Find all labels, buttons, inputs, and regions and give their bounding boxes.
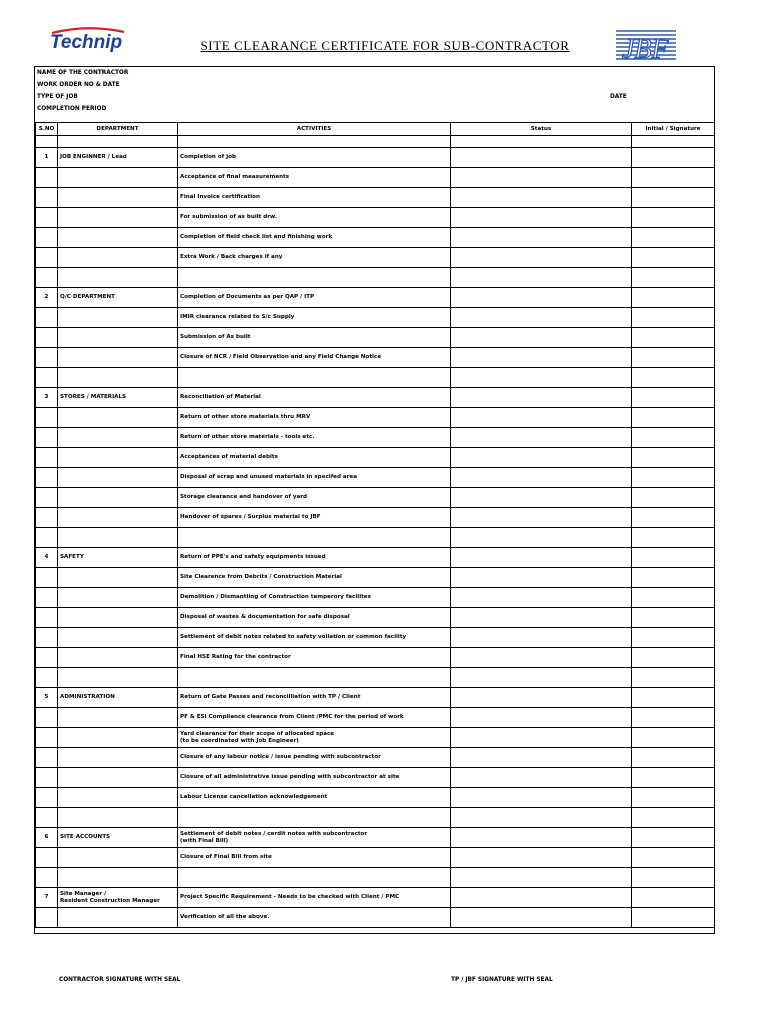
row-signature-cell[interactable] xyxy=(632,568,715,588)
row-sno xyxy=(36,488,58,508)
row-status-cell[interactable] xyxy=(451,368,632,388)
table-row xyxy=(36,268,715,288)
row-signature-cell[interactable] xyxy=(632,828,715,848)
row-department xyxy=(58,648,178,668)
table-row xyxy=(36,428,715,448)
row-department xyxy=(58,488,178,508)
row-sno xyxy=(36,168,58,188)
row-sno xyxy=(36,668,58,688)
table-row xyxy=(36,468,715,488)
row-status-cell[interactable] xyxy=(451,508,632,528)
row-department xyxy=(58,508,178,528)
row-sno xyxy=(36,208,58,228)
row-sno xyxy=(36,788,58,808)
row-department xyxy=(58,308,178,328)
row-activity: Completion of Documents as per QAP / ITP xyxy=(178,288,451,308)
row-activity: Completion of Job xyxy=(178,148,451,168)
row-status-cell[interactable] xyxy=(451,788,632,808)
row-activity xyxy=(178,136,451,148)
row-department xyxy=(58,908,178,928)
row-activity: Closure of any labour notice / issue pending with subcontractor xyxy=(178,748,451,768)
table-header-row xyxy=(36,123,715,136)
row-sno xyxy=(36,448,58,468)
table-row xyxy=(36,168,715,188)
row-status-cell[interactable] xyxy=(451,708,632,728)
row-department xyxy=(58,808,178,828)
row-sno xyxy=(36,188,58,208)
row-sno: 7 xyxy=(36,888,58,908)
row-department xyxy=(58,728,178,748)
row-sno xyxy=(36,708,58,728)
row-signature-cell[interactable] xyxy=(632,528,715,548)
row-signature-cell[interactable] xyxy=(632,508,715,528)
row-signature-cell[interactable] xyxy=(632,268,715,288)
row-signature-cell[interactable] xyxy=(632,768,715,788)
row-activity: Labour License cancellation acknowledgement xyxy=(178,788,451,808)
row-sno xyxy=(36,728,58,748)
row-signature-cell[interactable] xyxy=(632,288,715,308)
row-sno: 6 xyxy=(36,828,58,848)
contractor-name-label: NAME OF THE CONTRACTOR xyxy=(37,70,129,76)
row-signature-cell[interactable] xyxy=(632,748,715,768)
col-header-status: Status xyxy=(451,123,632,136)
row-activity xyxy=(178,868,451,888)
row-status-cell[interactable] xyxy=(451,768,632,788)
table-row xyxy=(36,548,715,568)
row-department xyxy=(58,168,178,188)
table-row xyxy=(36,808,715,828)
row-department xyxy=(58,328,178,348)
row-sno xyxy=(36,328,58,348)
row-activity: Closure of NCR / Field Observation and any Field Change Notice xyxy=(178,348,451,368)
row-status-cell[interactable] xyxy=(451,648,632,668)
row-status-cell[interactable] xyxy=(451,208,632,228)
col-header-signature: Initial / Signature xyxy=(632,123,715,136)
table-row xyxy=(36,488,715,508)
row-activity: Extra Work / Back charges if any xyxy=(178,248,451,268)
table-row xyxy=(36,748,715,768)
row-signature-cell[interactable] xyxy=(632,148,715,168)
table-row xyxy=(36,148,715,168)
row-signature-cell[interactable] xyxy=(632,168,715,188)
row-department xyxy=(58,748,178,768)
row-department xyxy=(58,608,178,628)
row-activity: Project Specific Requirement - Needs to be checked with Client / PMC xyxy=(178,888,451,908)
row-signature-cell[interactable] xyxy=(632,348,715,368)
table-row xyxy=(36,228,715,248)
table-row xyxy=(36,208,715,228)
table-row xyxy=(36,648,715,668)
row-sno xyxy=(36,468,58,488)
table-row xyxy=(36,448,715,468)
row-department xyxy=(58,348,178,368)
row-sno xyxy=(36,528,58,548)
page-title: SITE CLEARANCE CERTIFICATE FOR SUB-CONTRACTOR xyxy=(200,38,570,53)
row-status-cell[interactable] xyxy=(451,588,632,608)
row-status-cell[interactable] xyxy=(451,228,632,248)
row-activity: Settlement of debit notes related to safety voilation or common facility xyxy=(178,628,451,648)
table-row xyxy=(36,528,715,548)
row-activity: Disposal of scrap and unused materials in specifed area xyxy=(178,468,451,488)
row-signature-cell[interactable] xyxy=(632,248,715,268)
work-order-label: WORK ORDER NO & DATE xyxy=(37,82,120,88)
row-signature-cell[interactable] xyxy=(632,136,715,148)
table-row xyxy=(36,568,715,588)
row-signature-cell[interactable] xyxy=(632,628,715,648)
row-status-cell[interactable] xyxy=(451,848,632,868)
table-row xyxy=(36,328,715,348)
row-department: ADMINISTRATION xyxy=(58,688,178,708)
row-activity: Submission of As built xyxy=(178,328,451,348)
row-department: SAFETY xyxy=(58,548,178,568)
row-department: Site Manager / Resident Construction Manager xyxy=(58,888,178,908)
table-row xyxy=(36,868,715,888)
technip-logo xyxy=(48,26,128,58)
row-status-cell[interactable] xyxy=(451,688,632,708)
row-signature-cell[interactable] xyxy=(632,608,715,628)
row-department xyxy=(58,568,178,588)
table-row xyxy=(36,388,715,408)
row-activity: Yard clearance for their scope of allocated space (to be coordinated with Job Engineer) xyxy=(178,728,451,748)
row-department: SITE ACCOUNTS xyxy=(58,828,178,848)
row-signature-cell[interactable] xyxy=(632,888,715,908)
row-status-cell[interactable] xyxy=(451,428,632,448)
table-row xyxy=(36,288,715,308)
row-activity xyxy=(178,268,451,288)
row-department xyxy=(58,408,178,428)
row-status-cell[interactable] xyxy=(451,188,632,208)
row-signature-cell[interactable] xyxy=(632,308,715,328)
row-status-cell[interactable] xyxy=(451,868,632,888)
table-row xyxy=(36,668,715,688)
row-signature-cell[interactable] xyxy=(632,708,715,728)
row-sno xyxy=(36,228,58,248)
row-status-cell[interactable] xyxy=(451,288,632,308)
row-sno xyxy=(36,628,58,648)
row-sno: 3 xyxy=(36,388,58,408)
row-status-cell[interactable] xyxy=(451,168,632,188)
row-activity: IMIR clearance related to S/c Supply xyxy=(178,308,451,328)
table-row xyxy=(36,768,715,788)
row-sno xyxy=(36,808,58,828)
row-signature-cell[interactable] xyxy=(632,648,715,668)
tp-jbf-signature-label: TP / JBF SIGNATURE WITH SEAL xyxy=(451,977,553,983)
row-department xyxy=(58,428,178,448)
row-department xyxy=(58,448,178,468)
row-status-cell[interactable] xyxy=(451,136,632,148)
row-sno xyxy=(36,408,58,428)
table-row xyxy=(36,408,715,428)
row-signature-cell[interactable] xyxy=(632,368,715,388)
row-signature-cell[interactable] xyxy=(632,428,715,448)
table-row xyxy=(36,788,715,808)
row-department xyxy=(58,788,178,808)
table-row xyxy=(36,728,715,748)
row-status-cell[interactable] xyxy=(451,888,632,908)
row-signature-cell[interactable] xyxy=(632,808,715,828)
row-activity: Handover of spares / Surplus material to JBF xyxy=(178,508,451,528)
row-status-cell[interactable] xyxy=(451,308,632,328)
row-sno: 1 xyxy=(36,148,58,168)
row-sno xyxy=(36,608,58,628)
row-department xyxy=(58,528,178,548)
row-department: Q/C DEPARTMENT xyxy=(58,288,178,308)
row-status-cell[interactable] xyxy=(451,568,632,588)
row-status-cell[interactable] xyxy=(451,908,632,928)
row-status-cell[interactable] xyxy=(451,668,632,688)
row-activity: Settlement of debit notes / cerdit notes with subcontractor (with Final Bill) xyxy=(178,828,451,848)
row-sno: 4 xyxy=(36,548,58,568)
row-department xyxy=(58,268,178,288)
row-status-cell[interactable] xyxy=(451,348,632,368)
row-status-cell[interactable] xyxy=(451,808,632,828)
col-header-department: DEPARTMENT xyxy=(58,123,178,136)
row-signature-cell[interactable] xyxy=(632,688,715,708)
row-department xyxy=(58,708,178,728)
table-row xyxy=(36,348,715,368)
row-activity: Demolition / Dismantling of Construction temperory facilites xyxy=(178,588,451,608)
row-status-cell[interactable] xyxy=(451,828,632,848)
table-row xyxy=(36,688,715,708)
row-activity: Disposal of wastes & documentation for safe disposal xyxy=(178,608,451,628)
row-department: STORES / MATERIALS xyxy=(58,388,178,408)
row-signature-cell[interactable] xyxy=(632,188,715,208)
row-sno xyxy=(36,588,58,608)
row-activity: Acceptance of final measurements xyxy=(178,168,451,188)
row-status-cell[interactable] xyxy=(451,268,632,288)
row-sno: 2 xyxy=(36,288,58,308)
row-activity: Final HSE Rating for the contractor xyxy=(178,648,451,668)
row-activity: Reconciliation of Material xyxy=(178,388,451,408)
row-status-cell[interactable] xyxy=(451,748,632,768)
row-sno: 5 xyxy=(36,688,58,708)
row-sno xyxy=(36,428,58,448)
row-activity: Verification of all the above. xyxy=(178,908,451,928)
row-signature-cell[interactable] xyxy=(632,488,715,508)
row-department xyxy=(58,768,178,788)
row-activity: For submission of as built drw. xyxy=(178,208,451,228)
row-department xyxy=(58,208,178,228)
row-activity: Return of Gate Passes and reconcilliation with TP / Client xyxy=(178,688,451,708)
table-row xyxy=(36,888,715,908)
row-sno xyxy=(36,848,58,868)
jbf-logo xyxy=(616,28,676,68)
table-row xyxy=(36,248,715,268)
row-status-cell[interactable] xyxy=(451,628,632,648)
row-signature-cell[interactable] xyxy=(632,228,715,248)
table-row xyxy=(36,308,715,328)
row-status-cell[interactable] xyxy=(451,328,632,348)
row-signature-cell[interactable] xyxy=(632,548,715,568)
row-department xyxy=(58,228,178,248)
row-department xyxy=(58,248,178,268)
row-signature-cell[interactable] xyxy=(632,328,715,348)
row-activity: Site Clearence from Debrits / Construction Material xyxy=(178,568,451,588)
row-sno xyxy=(36,308,58,328)
contractor-signature-label: CONTRACTOR SIGNATURE WITH SEAL xyxy=(59,977,181,983)
row-status-cell[interactable] xyxy=(451,248,632,268)
table-row xyxy=(36,188,715,208)
row-activity: Final Invoice certification xyxy=(178,188,451,208)
table-row xyxy=(36,708,715,728)
table-row xyxy=(36,588,715,608)
table-row xyxy=(36,828,715,848)
row-signature-cell[interactable] xyxy=(632,208,715,228)
row-signature-cell[interactable] xyxy=(632,588,715,608)
table-row xyxy=(36,908,715,928)
row-activity: Acceptances of material debits xyxy=(178,448,451,468)
row-sno xyxy=(36,268,58,288)
row-sno xyxy=(36,748,58,768)
row-activity: Return of PPE's and safety equipments issued xyxy=(178,548,451,568)
row-sno xyxy=(36,768,58,788)
row-signature-cell[interactable] xyxy=(632,908,715,928)
row-sno xyxy=(36,648,58,668)
clearance-table xyxy=(35,122,715,928)
row-signature-cell[interactable] xyxy=(632,448,715,468)
row-signature-cell[interactable] xyxy=(632,408,715,428)
row-department xyxy=(58,468,178,488)
row-department xyxy=(58,668,178,688)
table-row xyxy=(36,628,715,648)
row-status-cell[interactable] xyxy=(451,468,632,488)
row-signature-cell[interactable] xyxy=(632,668,715,688)
row-department xyxy=(58,848,178,868)
row-activity: Closure of Final Bill from site xyxy=(178,848,451,868)
date-label: DATE xyxy=(610,94,627,100)
row-department xyxy=(58,868,178,888)
row-status-cell[interactable] xyxy=(451,728,632,748)
table-row xyxy=(36,368,715,388)
row-signature-cell[interactable] xyxy=(632,388,715,408)
row-status-cell[interactable] xyxy=(451,528,632,548)
row-activity: Return of other store materials - tools etc. xyxy=(178,428,451,448)
jbf-logo-text: JBF xyxy=(622,34,669,64)
row-department xyxy=(58,588,178,608)
row-signature-cell[interactable] xyxy=(632,848,715,868)
row-status-cell[interactable] xyxy=(451,388,632,408)
row-department: JOB ENGINNER / Lead xyxy=(58,148,178,168)
row-activity xyxy=(178,808,451,828)
row-status-cell[interactable] xyxy=(451,608,632,628)
row-signature-cell[interactable] xyxy=(632,868,715,888)
row-status-cell[interactable] xyxy=(451,548,632,568)
row-sno xyxy=(36,868,58,888)
row-status-cell[interactable] xyxy=(451,408,632,428)
row-signature-cell[interactable] xyxy=(632,728,715,748)
row-department xyxy=(58,368,178,388)
row-sno xyxy=(36,348,58,368)
col-header-activities: ACTIVITIES xyxy=(178,123,451,136)
table-row xyxy=(36,136,715,148)
table-row xyxy=(36,508,715,528)
row-signature-cell[interactable] xyxy=(632,468,715,488)
row-activity: PF & ESI Compliance clearance from Client /PMC for the period of work xyxy=(178,708,451,728)
row-signature-cell[interactable] xyxy=(632,788,715,808)
row-activity xyxy=(178,368,451,388)
row-sno xyxy=(36,908,58,928)
row-sno xyxy=(36,248,58,268)
row-department xyxy=(58,136,178,148)
row-status-cell[interactable] xyxy=(451,448,632,468)
certificate-form xyxy=(34,66,715,934)
row-sno xyxy=(36,568,58,588)
row-activity xyxy=(178,528,451,548)
row-sno xyxy=(36,508,58,528)
row-activity: Closure of all administrative issue pending with subcontractor at site xyxy=(178,768,451,788)
row-sno xyxy=(36,136,58,148)
technip-logo-text: Technip xyxy=(50,32,123,53)
row-activity: Completion of field check list and finishing work xyxy=(178,228,451,248)
row-department xyxy=(58,628,178,648)
job-type-label: TYPE OF JOB xyxy=(37,94,78,100)
row-activity: Storage clearance and handover of yard xyxy=(178,488,451,508)
completion-period-label: COMPLETION PERIOD xyxy=(37,106,107,112)
col-header-sno: S.NO xyxy=(36,123,58,136)
table-row xyxy=(36,848,715,868)
table-row xyxy=(36,608,715,628)
row-status-cell[interactable] xyxy=(451,488,632,508)
row-activity xyxy=(178,668,451,688)
row-sno xyxy=(36,368,58,388)
row-department xyxy=(58,188,178,208)
row-activity: Return of other store materials thru MRV xyxy=(178,408,451,428)
row-status-cell[interactable] xyxy=(451,148,632,168)
